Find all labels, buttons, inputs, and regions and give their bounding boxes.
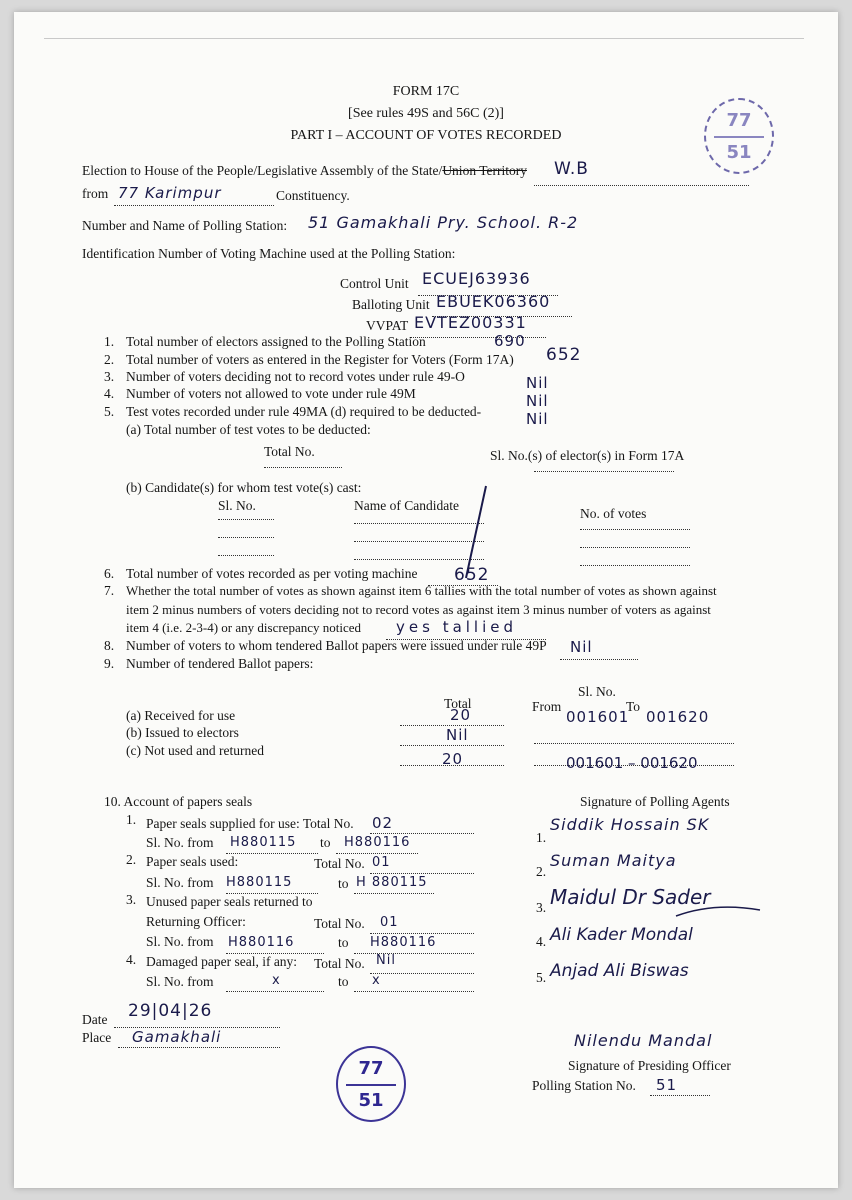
seal-1-to-label: to	[320, 835, 331, 850]
item-4-text: Number of voters not allowed to vote under rule 49M	[126, 386, 416, 401]
bottom-stamp-upper: 77	[358, 1058, 384, 1079]
item-2-num: 2.	[104, 352, 115, 367]
bottom-stamp	[336, 1046, 406, 1122]
polling-station-no-value: 51	[656, 1076, 678, 1094]
agent-1-num: 1.	[536, 830, 547, 845]
seal-4-num: 4.	[126, 952, 137, 967]
control-unit-label: Control Unit	[340, 276, 409, 291]
seal-3-num: 3.	[126, 892, 137, 907]
agent-2-num: 2.	[536, 864, 547, 879]
place-label: Place	[82, 1030, 112, 1045]
seal-1-total: 02	[372, 814, 394, 832]
seal-3-to-label: to	[338, 935, 349, 950]
tendered-c-total: 20	[442, 750, 464, 768]
agent-3-signature: Maidul Dr Sader	[550, 885, 711, 909]
item-4-num: 4.	[104, 386, 115, 401]
item-5-text: Test votes recorded under rule 49MA (d) required to be deducted-	[126, 404, 482, 419]
seal-1-text: Paper seals supplied for use: Total No.	[146, 816, 354, 831]
agent-5-num: 5.	[536, 970, 547, 985]
item-6-num: 6.	[104, 566, 115, 581]
seal-3-total: 01	[380, 915, 399, 930]
agent-4-num: 4.	[536, 934, 547, 949]
polling-agents-heading: Signature of Polling Agents	[580, 794, 730, 809]
top-stamp-lower: 51	[726, 142, 752, 163]
tendered-b-total: Nil	[446, 726, 469, 744]
agent-4-signature: Ali Kader Mondal	[550, 925, 693, 945]
item-1-text: Total number of electors assigned to the Polling Station	[126, 334, 426, 349]
item-7-line-1: Whether the total number of votes as shown against item 6 tallies with the total number of votes as shown against	[126, 583, 717, 598]
item-8-value: Nil	[570, 638, 593, 656]
seal-1-num: 1.	[126, 812, 137, 827]
seal-4-total: Nil	[376, 953, 396, 968]
item-5b-text: (b) Candidate(s) for whom test vote(s) cast:	[126, 480, 362, 495]
item-5a-slno-electors: Sl. No.(s) of elector(s) in Form 17A	[490, 448, 685, 463]
tendered-c-range: 001601 – 001620	[566, 754, 698, 772]
election-line	[82, 163, 527, 179]
scan-edge-line	[44, 38, 804, 39]
item-5a-text: (a) Total number of test votes to be deducted:	[126, 422, 371, 437]
seal-1-from-label: Sl. No. from	[146, 835, 214, 850]
item-8-num: 8.	[104, 638, 115, 653]
seal-3-text-2: Returning Officer:	[146, 914, 246, 929]
balloting-unit-label: Balloting Unit	[352, 297, 430, 312]
presiding-officer-signature: Nilendu Mandal	[574, 1031, 713, 1050]
tendered-total-header: Total	[444, 696, 472, 711]
seal-2-from-label: Sl. No. from	[146, 875, 214, 890]
date-label: Date	[82, 1012, 108, 1027]
seal-3-from: H880116	[228, 935, 295, 950]
constituency-value: 77 Karimpur	[118, 184, 222, 202]
item-7-line-2: item 2 minus numbers of voters deciding not to record votes as against item 3 minus number of voters as against	[126, 602, 711, 617]
top-stamp	[704, 98, 774, 174]
item-1-value: 690	[494, 332, 526, 350]
seal-4-from-label: Sl. No. from	[146, 974, 214, 989]
seals-heading: 10. Account of papers seals	[104, 794, 253, 809]
seal-4-total-label: Total No.	[314, 956, 365, 971]
seal-2-text: Paper seals used:	[146, 854, 239, 869]
form-title: FORM 17C	[392, 84, 460, 99]
tendered-from-label: From	[532, 699, 562, 714]
item-3-text: Number of voters deciding not to record votes under rule 49-O	[126, 369, 465, 384]
item-3-num: 3.	[104, 369, 115, 384]
agent-2-signature: Suman Maitya	[550, 851, 677, 870]
seal-2-num: 2.	[126, 852, 137, 867]
election-prefix: Election to House of the People/Legislative Assembly of the State/	[82, 163, 443, 178]
item-8-text: Number of voters to whom tendered Ballot papers were issued under rule 49P	[126, 638, 547, 653]
seal-4-from: x	[272, 973, 281, 988]
bottom-stamp-lower: 51	[358, 1090, 384, 1111]
tendered-a-from: 001601	[566, 708, 630, 726]
form-rules: [See rules 49S and 56C (2)]	[348, 106, 504, 121]
item-2-value: 652	[546, 345, 582, 365]
seal-2-total-label: Total No.	[314, 856, 365, 871]
item-5-num: 5.	[104, 404, 115, 419]
seal-1-from: H880115	[230, 835, 297, 850]
constituency-suffix: Constituency.	[276, 188, 350, 203]
tendered-to-label: To	[626, 699, 641, 714]
item-5-value: Nil	[526, 410, 549, 428]
place-value: Gamakhali	[132, 1028, 222, 1046]
machine-label: Identification Number of Voting Machine used at the Polling Station:	[82, 246, 456, 261]
seal-2-from: H880115	[226, 875, 293, 890]
seal-2-total: 01	[372, 855, 391, 870]
tendered-slno-header: Sl. No.	[578, 684, 616, 699]
seal-4-to: x	[372, 973, 381, 988]
tendered-a-to: 001620	[646, 708, 710, 726]
item-7-num: 7.	[104, 583, 115, 598]
tendered-c-label: (c) Not used and returned	[126, 743, 264, 758]
col-name-of-candidate: Name of Candidate	[354, 498, 459, 513]
seal-3-total-label: Total No.	[314, 916, 365, 931]
date-value: 29|04|26	[128, 1001, 213, 1021]
presiding-officer-label: Signature of Presiding Officer	[568, 1058, 731, 1073]
seal-3-from-label: Sl. No. from	[146, 934, 214, 949]
top-stamp-upper: 77	[726, 110, 752, 131]
col-slno: Sl. No.	[218, 498, 256, 513]
tendered-a-label: (a) Received for use	[126, 708, 236, 723]
item-5a-total-label: Total No.	[264, 444, 315, 459]
polling-station-value: 51 Gamakhali Pry. School. R-2	[308, 213, 579, 232]
item-7-value: yes tallied	[396, 618, 518, 636]
control-unit-value: ECUEJ63936	[422, 269, 531, 288]
col-no-of-votes: No. of votes	[580, 506, 647, 521]
agent-1-signature: Siddik Hossain SK	[550, 815, 710, 834]
item-6-value: 652	[454, 565, 490, 585]
vvpat-value: EVTEZ00331	[414, 313, 527, 332]
seal-3-to: H880116	[370, 935, 437, 950]
tendered-b-label: (b) Issued to electors	[126, 725, 239, 740]
seal-1-to: H880116	[344, 835, 411, 850]
seal-2-to: H 880115	[356, 875, 428, 890]
tendered-a-total: 20	[450, 706, 472, 724]
item-9-num: 9.	[104, 656, 115, 671]
agent-5-signature: Anjad Ali Biswas	[550, 961, 689, 981]
seal-3-text: Unused paper seals returned to	[146, 894, 313, 909]
item-2-text: Total number of voters as entered in the Register for Voters (Form 17A)	[126, 352, 514, 367]
from-label: from	[82, 186, 109, 201]
item-9-text: Number of tendered Ballot papers:	[126, 656, 314, 671]
agent-3-underline-mark	[674, 892, 764, 922]
balloting-unit-value: EBUEK06360	[436, 292, 551, 311]
polling-station-no-label: Polling Station No.	[532, 1078, 636, 1093]
state-value: W.B	[554, 159, 589, 179]
agent-3-num: 3.	[536, 900, 547, 915]
seal-4-to-label: to	[338, 974, 349, 989]
item-1-num: 1.	[104, 334, 115, 349]
seal-2-to-label: to	[338, 876, 349, 891]
vvpat-label: VVPAT	[366, 318, 409, 333]
item-3-value: Nil	[526, 374, 549, 392]
item-6-text: Total number of votes recorded as per voting machine	[126, 566, 418, 581]
polling-station-label: Number and Name of Polling Station:	[82, 218, 288, 233]
item-4-value: Nil	[526, 392, 549, 410]
form-part: PART I – ACCOUNT OF VOTES RECORDED	[290, 128, 562, 143]
struck-union-territory: Union Territory	[442, 163, 527, 178]
form-sheet	[14, 12, 838, 1188]
seal-4-text: Damaged paper seal, if any:	[146, 954, 298, 969]
item-7-line-3: item 4 (i.e. 2-3-4) or any discrepancy noticed	[126, 620, 361, 635]
